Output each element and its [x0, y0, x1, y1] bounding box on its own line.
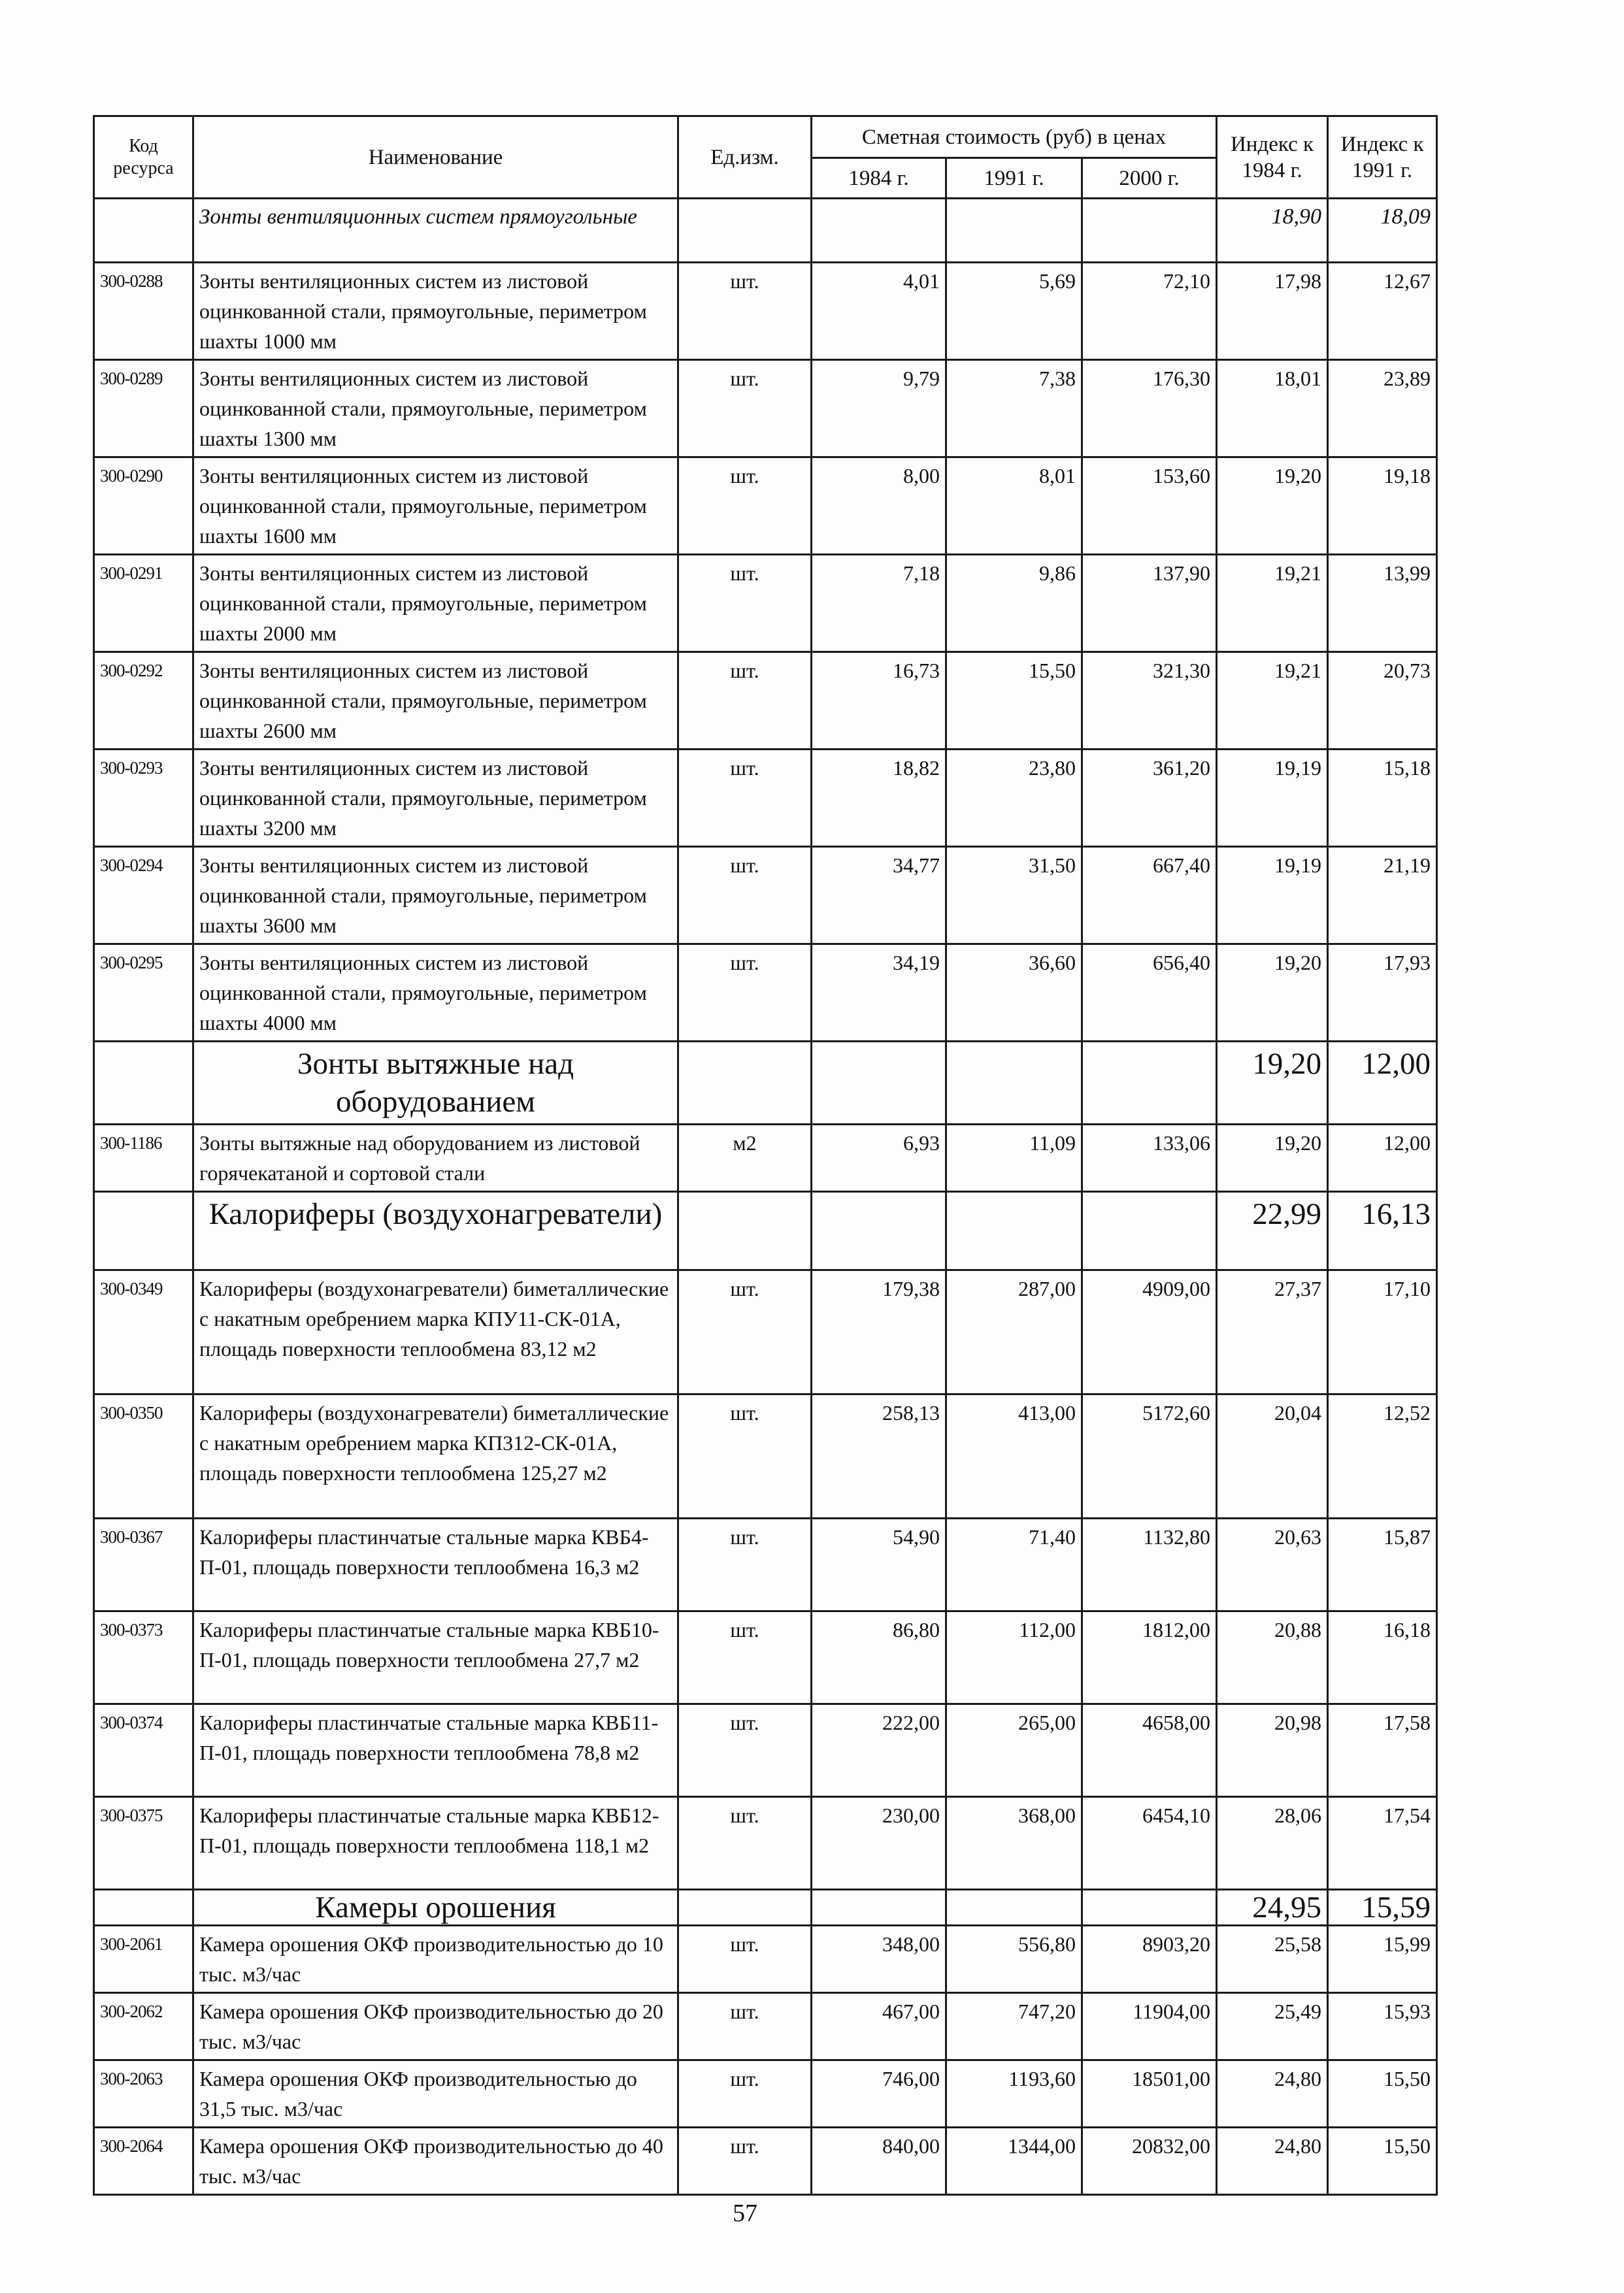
- resource-unit: шт.: [678, 1993, 812, 2060]
- resource-code: 300-0290: [94, 457, 193, 555]
- section-2000-cell: [1082, 1192, 1217, 1270]
- resource-unit: м2: [678, 1125, 812, 1192]
- table-row: [94, 2128, 1437, 2195]
- price-2000: 1812,00: [1082, 1611, 1217, 1704]
- index-1984: 19,20: [1217, 1125, 1328, 1192]
- resource-unit: шт.: [678, 1611, 812, 1704]
- price-1984: 9,79: [812, 360, 946, 457]
- resource-name: Камера орошения ОКФ производительностью до 31,5 тыс. м3/час: [193, 2060, 678, 2128]
- price-1991: 287,00: [946, 1270, 1082, 1394]
- resource-name: Зонты вытяжные над оборудованием из листовой горячекатаной и сортовой стали: [193, 1125, 678, 1192]
- price-1991: 368,00: [946, 1797, 1082, 1890]
- table-row: [94, 457, 1437, 555]
- section-index-1984: 22,99: [1217, 1192, 1328, 1270]
- resource-unit: шт.: [678, 2128, 812, 2195]
- resource-unit: шт.: [678, 1797, 812, 1890]
- table-row: [94, 652, 1437, 750]
- table-row: [94, 1519, 1437, 1611]
- index-1984: 19,19: [1217, 750, 1328, 847]
- section-index-1991: 12,00: [1328, 1042, 1437, 1125]
- resource-unit: шт.: [678, 944, 812, 1042]
- price-1991: 15,50: [946, 652, 1082, 750]
- index-1984: 20,98: [1217, 1704, 1328, 1797]
- price-2000: 5172,60: [1082, 1394, 1217, 1519]
- price-1991: 747,20: [946, 1993, 1082, 2060]
- price-1991: 7,38: [946, 360, 1082, 457]
- price-2000: 176,30: [1082, 360, 1217, 457]
- price-2000: 8903,20: [1082, 1926, 1217, 1993]
- table-row: [94, 1394, 1437, 1519]
- table-row: [94, 944, 1437, 1042]
- resource-code: 300-2063: [94, 2060, 193, 2128]
- table-row: [94, 2060, 1437, 2128]
- section-index-1991: 18,09: [1328, 199, 1437, 263]
- resource-code: 300-0374: [94, 1704, 193, 1797]
- index-1984: 19,20: [1217, 457, 1328, 555]
- section-1991-cell: [946, 1042, 1082, 1125]
- resource-name: Зонты вентиляционных систем из листовой оцинкованной стали, прямоугольные, периметром шахты 3200 мм: [193, 750, 678, 847]
- index-1991: 17,93: [1328, 944, 1437, 1042]
- index-1991: 12,67: [1328, 263, 1437, 360]
- price-1984: 16,73: [812, 652, 946, 750]
- index-1984: 17,98: [1217, 263, 1328, 360]
- header-code: Код ресурса: [94, 116, 193, 199]
- section-title: Зонты вытяжные над оборудованием: [193, 1042, 678, 1125]
- index-1984: 28,06: [1217, 1797, 1328, 1890]
- price-2000: 656,40: [1082, 944, 1217, 1042]
- table-row: [94, 555, 1437, 652]
- resource-code: 300-0289: [94, 360, 193, 457]
- price-1991: 71,40: [946, 1519, 1082, 1611]
- table-row: [94, 1797, 1437, 1890]
- section-title: Зонты вентиляционных систем прямоугольные: [193, 199, 678, 263]
- section-1991-cell: [946, 199, 1082, 263]
- price-1984: 54,90: [812, 1519, 946, 1611]
- section-2000-cell: [1082, 199, 1217, 263]
- section-index-1984: 18,90: [1217, 199, 1328, 263]
- table-row: [94, 847, 1437, 944]
- header-name: Наименование: [193, 116, 678, 199]
- table-row: [94, 1993, 1437, 2060]
- resource-code: 300-0288: [94, 263, 193, 360]
- price-2000: 153,60: [1082, 457, 1217, 555]
- index-1991: 20,73: [1328, 652, 1437, 750]
- resource-name: Камера орошения ОКФ производительностью до 40 тыс. м3/час: [193, 2128, 678, 2195]
- section-index-1984: 24,95: [1217, 1890, 1328, 1926]
- section-row: [94, 1192, 1437, 1270]
- index-1991: 23,89: [1328, 360, 1437, 457]
- resource-code: 300-2062: [94, 1993, 193, 2060]
- index-1991: 12,00: [1328, 1125, 1437, 1192]
- section-unit-cell: [678, 1192, 812, 1270]
- resource-name: Камера орошения ОКФ производительностью до 20 тыс. м3/час: [193, 1993, 678, 2060]
- price-1991: 9,86: [946, 555, 1082, 652]
- index-1991: 17,54: [1328, 1797, 1437, 1890]
- price-1984: 222,00: [812, 1704, 946, 1797]
- price-1984: 86,80: [812, 1611, 946, 1704]
- resource-unit: шт.: [678, 2060, 812, 2128]
- index-1991: 21,19: [1328, 847, 1437, 944]
- table-body: [94, 199, 1437, 2195]
- resource-name: Калориферы пластинчатые стальные марка КВБ11-П-01, площадь поверхности теплообмена 78,8 м2: [193, 1704, 678, 1797]
- resource-code: 300-0350: [94, 1394, 193, 1519]
- header-index-1991: Индекс к 1991 г.: [1328, 116, 1437, 199]
- price-1984: 34,77: [812, 847, 946, 944]
- resource-name: Зонты вентиляционных систем из листовой оцинкованной стали, прямоугольные, периметром шахты 4000 мм: [193, 944, 678, 1042]
- price-1984: 746,00: [812, 2060, 946, 2128]
- price-1991: 23,80: [946, 750, 1082, 847]
- section-row: [94, 1890, 1437, 1926]
- section-1991-cell: [946, 1192, 1082, 1270]
- price-2000: 4909,00: [1082, 1270, 1217, 1394]
- resource-code: 300-0294: [94, 847, 193, 944]
- index-1991: 15,87: [1328, 1519, 1437, 1611]
- index-1991: 15,93: [1328, 1993, 1437, 2060]
- section-code-cell: [94, 1192, 193, 1270]
- price-1984: 348,00: [812, 1926, 946, 1993]
- section-index-1991: 15,59: [1328, 1890, 1437, 1926]
- resource-unit: шт.: [678, 1270, 812, 1394]
- header-year-1991: 1991 г.: [946, 158, 1082, 199]
- resource-unit: шт.: [678, 263, 812, 360]
- section-code-cell: [94, 1890, 193, 1926]
- price-1984: 230,00: [812, 1797, 946, 1890]
- index-1984: 25,49: [1217, 1993, 1328, 2060]
- section-unit-cell: [678, 1042, 812, 1125]
- resource-name: Камера орошения ОКФ производительностью до 10 тыс. м3/час: [193, 1926, 678, 1993]
- table-row: [94, 750, 1437, 847]
- section-index-1984: 19,20: [1217, 1042, 1328, 1125]
- resource-unit: шт.: [678, 457, 812, 555]
- resource-unit: шт.: [678, 1704, 812, 1797]
- resource-unit: шт.: [678, 1394, 812, 1519]
- section-title: Камеры орошения: [193, 1890, 678, 1926]
- resource-name: Зонты вентиляционных систем из листовой оцинкованной стали, прямоугольные, периметром шахты 2000 мм: [193, 555, 678, 652]
- price-2000: 133,06: [1082, 1125, 1217, 1192]
- section-1984-cell: [812, 1890, 946, 1926]
- index-1984: 19,19: [1217, 847, 1328, 944]
- resource-name: Калориферы (воздухонагреватели) биметаллические с накатным оребрением марка КП312-СК-01А, площадь поверхности теплообмена 125,27 м2: [193, 1394, 678, 1519]
- header-cost-group: Сметная стоимость (руб) в ценах: [812, 116, 1217, 158]
- section-code-cell: [94, 199, 193, 263]
- table-row: [94, 1270, 1437, 1394]
- header-unit: Ед.изм.: [678, 116, 812, 199]
- header-index-1984: Индекс к 1984 г.: [1217, 116, 1328, 199]
- resource-name: Калориферы (воздухонагреватели) биметаллические с накатным оребрением марка КПУ11-СК-01А, площадь поверхности теплообмена 83,12 м2: [193, 1270, 678, 1394]
- resource-code: 300-2064: [94, 2128, 193, 2195]
- index-1984: 25,58: [1217, 1926, 1328, 1993]
- resource-unit: шт.: [678, 360, 812, 457]
- resource-code: 300-0293: [94, 750, 193, 847]
- price-1984: 179,38: [812, 1270, 946, 1394]
- price-1991: 31,50: [946, 847, 1082, 944]
- section-2000-cell: [1082, 1042, 1217, 1125]
- resource-unit: шт.: [678, 555, 812, 652]
- index-1984: 24,80: [1217, 2128, 1328, 2195]
- section-1984-cell: [812, 1042, 946, 1125]
- index-1991: 19,18: [1328, 457, 1437, 555]
- price-1991: 265,00: [946, 1704, 1082, 1797]
- price-1991: 5,69: [946, 263, 1082, 360]
- price-1984: 8,00: [812, 457, 946, 555]
- index-1991: 13,99: [1328, 555, 1437, 652]
- resource-code: 300-0291: [94, 555, 193, 652]
- price-1991: 8,01: [946, 457, 1082, 555]
- section-1991-cell: [946, 1890, 1082, 1926]
- price-2000: 321,30: [1082, 652, 1217, 750]
- price-1984: 18,82: [812, 750, 946, 847]
- table-row: [94, 1611, 1437, 1704]
- section-unit-cell: [678, 199, 812, 263]
- index-1984: 18,01: [1217, 360, 1328, 457]
- section-1984-cell: [812, 199, 946, 263]
- index-1984: 24,80: [1217, 2060, 1328, 2128]
- price-2000: 72,10: [1082, 263, 1217, 360]
- price-1984: 258,13: [812, 1394, 946, 1519]
- price-1991: 556,80: [946, 1926, 1082, 1993]
- index-1984: 20,88: [1217, 1611, 1328, 1704]
- section-title: Калориферы (воздухонагреватели): [193, 1192, 678, 1270]
- table-row: [94, 263, 1437, 360]
- price-2000: 6454,10: [1082, 1797, 1217, 1890]
- index-1991: 15,50: [1328, 2060, 1437, 2128]
- section-1984-cell: [812, 1192, 946, 1270]
- section-row: [94, 199, 1437, 263]
- resource-name: Калориферы пластинчатые стальные марка КВБ10-П-01, площадь поверхности теплообмена 27,7 м2: [193, 1611, 678, 1704]
- price-1984: 840,00: [812, 2128, 946, 2195]
- price-1984: 7,18: [812, 555, 946, 652]
- resource-code: 300-0375: [94, 1797, 193, 1890]
- section-index-1991: 16,13: [1328, 1192, 1437, 1270]
- price-2000: 4658,00: [1082, 1704, 1217, 1797]
- table-row: [94, 1926, 1437, 1993]
- resource-name: Зонты вентиляционных систем из листовой оцинкованной стали, прямоугольные, периметром шахты 1600 мм: [193, 457, 678, 555]
- index-1991: 15,18: [1328, 750, 1437, 847]
- resource-name: Зонты вентиляционных систем из листовой оцинкованной стали, прямоугольные, периметром шахты 2600 мм: [193, 652, 678, 750]
- index-1984: 27,37: [1217, 1270, 1328, 1394]
- price-1984: 467,00: [812, 1993, 946, 2060]
- price-1991: 413,00: [946, 1394, 1082, 1519]
- resource-code: 300-1186: [94, 1125, 193, 1192]
- price-2000: 20832,00: [1082, 2128, 1217, 2195]
- price-2000: 137,90: [1082, 555, 1217, 652]
- price-2000: 11904,00: [1082, 1993, 1217, 2060]
- resource-name: Калориферы пластинчатые стальные марка КВБ4-П-01, площадь поверхности теплообмена 16,3 м2: [193, 1519, 678, 1611]
- index-1991: 15,50: [1328, 2128, 1437, 2195]
- index-1991: 16,18: [1328, 1611, 1437, 1704]
- price-table: [93, 115, 1438, 2196]
- resource-code: 300-0295: [94, 944, 193, 1042]
- resource-name: Зонты вентиляционных систем из листовой оцинкованной стали, прямоугольные, периметром шахты 1000 мм: [193, 263, 678, 360]
- table-row: [94, 360, 1437, 457]
- resource-name: Калориферы пластинчатые стальные марка КВБ12-П-01, площадь поверхности теплообмена 118,1 м2: [193, 1797, 678, 1890]
- price-1984: 4,01: [812, 263, 946, 360]
- section-row: [94, 1042, 1437, 1125]
- table-header: [94, 116, 1437, 199]
- price-2000: 667,40: [1082, 847, 1217, 944]
- index-1991: 12,52: [1328, 1394, 1437, 1519]
- page-number: 57: [733, 2200, 757, 2227]
- resource-name: Зонты вентиляционных систем из листовой оцинкованной стали, прямоугольные, периметром шахты 3600 мм: [193, 847, 678, 944]
- resource-unit: шт.: [678, 847, 812, 944]
- resource-unit: шт.: [678, 1519, 812, 1611]
- resource-name: Зонты вентиляционных систем из листовой оцинкованной стали, прямоугольные, периметром шахты 1300 мм: [193, 360, 678, 457]
- resource-unit: шт.: [678, 1926, 812, 1993]
- resource-code: 300-0373: [94, 1611, 193, 1704]
- resource-code: 300-2061: [94, 1926, 193, 1993]
- index-1991: 15,99: [1328, 1926, 1437, 1993]
- resource-unit: шт.: [678, 750, 812, 847]
- resource-code: 300-0367: [94, 1519, 193, 1611]
- resource-code: 300-0349: [94, 1270, 193, 1394]
- index-1984: 19,21: [1217, 555, 1328, 652]
- index-1984: 19,21: [1217, 652, 1328, 750]
- price-1991: 1344,00: [946, 2128, 1082, 2195]
- resource-code: 300-0292: [94, 652, 193, 750]
- header-year-2000: 2000 г.: [1082, 158, 1217, 199]
- price-1984: 6,93: [812, 1125, 946, 1192]
- index-1991: 17,58: [1328, 1704, 1437, 1797]
- index-1991: 17,10: [1328, 1270, 1437, 1394]
- index-1984: 20,04: [1217, 1394, 1328, 1519]
- section-code-cell: [94, 1042, 193, 1125]
- section-2000-cell: [1082, 1890, 1217, 1926]
- table-row: [94, 1704, 1437, 1797]
- price-1991: 36,60: [946, 944, 1082, 1042]
- price-2000: 18501,00: [1082, 2060, 1217, 2128]
- index-1984: 20,63: [1217, 1519, 1328, 1611]
- index-1984: 19,20: [1217, 944, 1328, 1042]
- price-2000: 361,20: [1082, 750, 1217, 847]
- price-1984: 34,19: [812, 944, 946, 1042]
- resource-unit: шт.: [678, 652, 812, 750]
- section-unit-cell: [678, 1890, 812, 1926]
- price-2000: 1132,80: [1082, 1519, 1217, 1611]
- price-1991: 112,00: [946, 1611, 1082, 1704]
- price-1991: 11,09: [946, 1125, 1082, 1192]
- price-1991: 1193,60: [946, 2060, 1082, 2128]
- table-row: [94, 1125, 1437, 1192]
- header-year-1984: 1984 г.: [812, 158, 946, 199]
